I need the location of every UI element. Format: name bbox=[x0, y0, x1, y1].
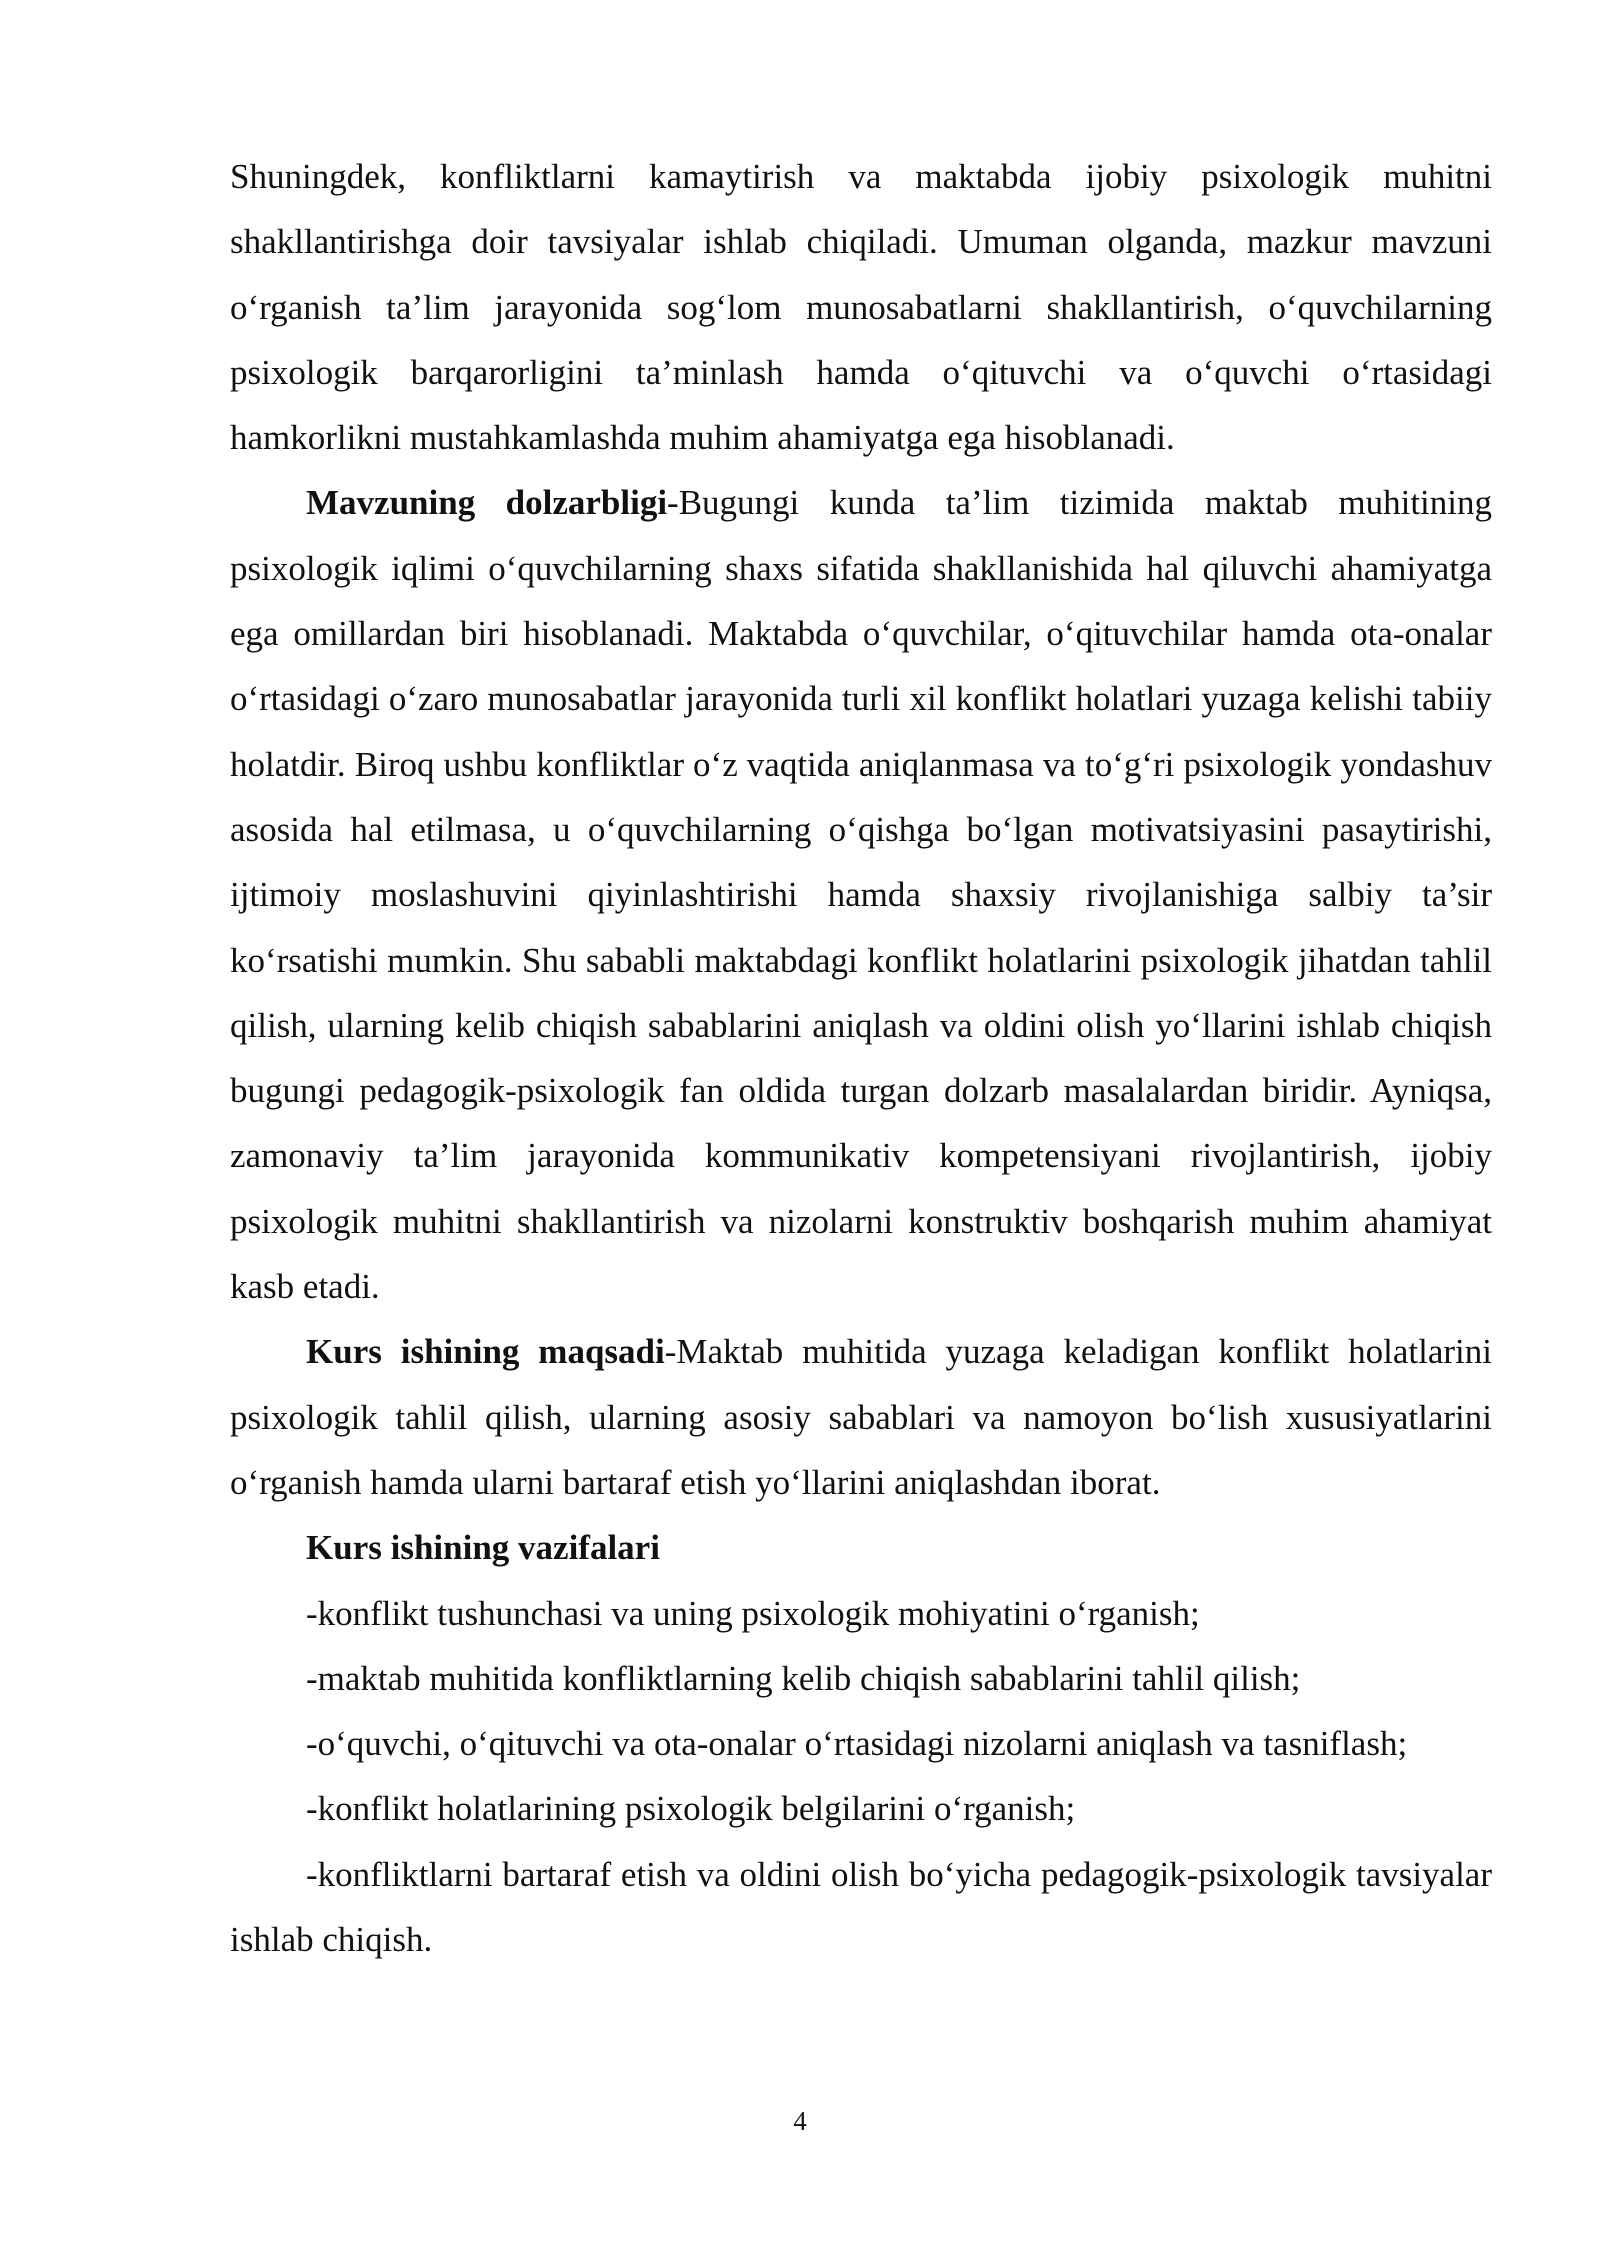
tasks-heading: Kurs ishining vazifalari bbox=[306, 1528, 660, 1568]
page-body bbox=[230, 144, 1492, 1972]
goal-heading: Kurs ishining maqsadi bbox=[306, 1332, 665, 1372]
paragraph-relevance bbox=[230, 470, 1492, 1319]
paragraph-goal bbox=[230, 1319, 1492, 1515]
page-number: 4 bbox=[793, 2106, 807, 2136]
task-item: -konflikt tushunchasi va uning psixologik mohiyatini o‘rganish; bbox=[306, 1593, 1200, 1633]
goal-text: -Maktab muhitida yuzaga keladigan konflikt holatlarini psixologik tahlil qilish, ularning asosiy sabablari va namoyon bo‘lish xususiyatlarini o‘rganish hamda ularni bartaraf etish yo‘llarini aniqlashdan iborat. bbox=[230, 1332, 1492, 1502]
task-item: -maktab muhitida konfliktlarning kelib chiqish sabablarini tahlil qilish; bbox=[306, 1658, 1301, 1698]
task-item: -konfliktlarni bartaraf etish va oldini olish bo‘yicha pedagogik-psixologik tavsiyalar ishlab chiqish. bbox=[230, 1854, 1492, 1960]
paragraph-intro-continuation: Shuningdek, konfliktlarni kamaytirish va maktabda ijobiy psixologik muhitni shakllantirishga doir tavsiyalar ishlab chiqiladi. Umuman olganda, mazkur mavzuni o‘rganish ta’lim jarayonida sog‘lom munosabatlarni shakllantirish, o‘quvchilarning psixologik barqarorligini ta’minlash hamda o‘qituvchi va o‘quvchi o‘rtasidagi hamkorlikni mustahkamlashda muhim ahamiyatga ega hisoblanadi. bbox=[230, 157, 1492, 458]
relevance-text: -Bugungi kunda ta’lim tizimida maktab muhitining psixologik iqlimi o‘quvchilarning shaxs sifatida shakllanishida hal qiluvchi ahamiyatga ega omillardan biri hisoblanadi. Maktabda o‘quvchilar, o‘qituvchilar hamda ota-onalar o‘rtasidagi o‘zaro munosabatlar jarayonida turli xil konflikt holatlari yuzaga kelishi tabiiy holatdir. Biroq ushbu konfliktlar o‘z vaqtida aniqlanmasa va to‘g‘ri psixologik yondashuv asosida hal etilmasa, u o‘quvchilarning o‘qishga bo‘lgan motivatsiyasini pasaytirishi, ijtimoiy moslashuvini qiyinlashtirishi hamda shaxsiy rivojlanishiga salbiy ta’sir ko‘rsatishi mumkin. Shu sababli maktabdagi konflikt holatlarini psixologik jihatdan tahlil qilish, ularning kelib chiqish sabablarini aniqlash va oldini olish yo‘llarini ishlab chiqish bugungi pedagogik-psixologik fan oldida turgan dolzarb masalalardan biridir. Ayniqsa, zamonaviy ta’lim jarayonida kommunikativ kompetensiyani rivojlantirish, ijobiy psixologik muhitni shakllantirish va nizolarni konstruktiv boshqarish muhim ahamiyat kasb etadi. bbox=[230, 483, 1492, 1307]
relevance-heading: Mavzuning dolzarbligi bbox=[306, 483, 668, 523]
task-item: -konflikt holatlarining psixologik belgilarini o‘rganish; bbox=[306, 1789, 1076, 1829]
task-item: -o‘quvchi, o‘qituvchi va ota-onalar o‘rtasidagi nizolarni aniqlash va tasniflash; bbox=[306, 1724, 1408, 1764]
